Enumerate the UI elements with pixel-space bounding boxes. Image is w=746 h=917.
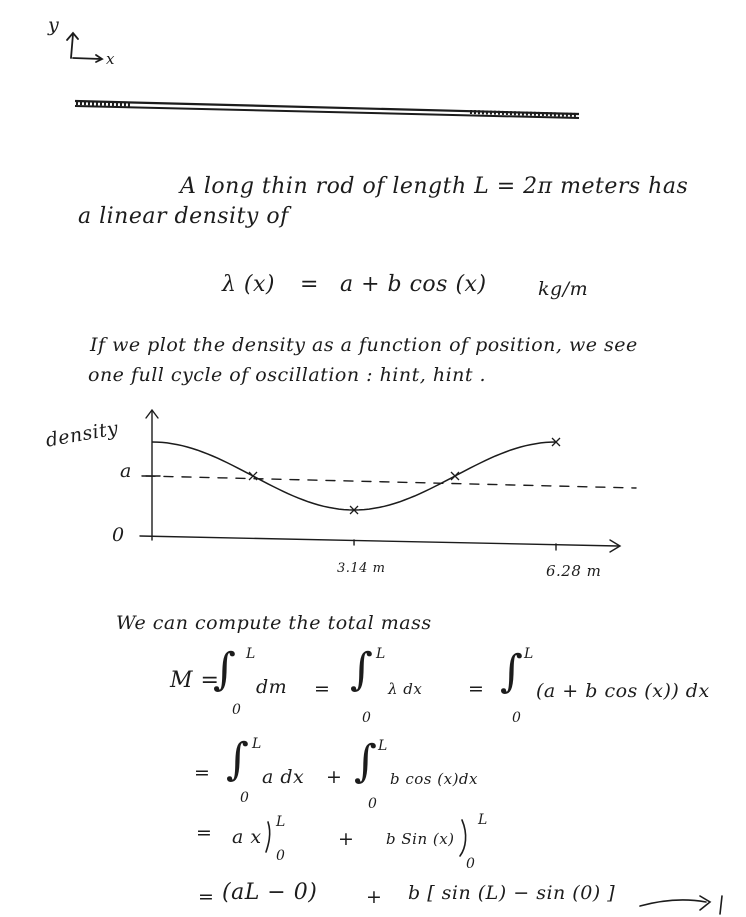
- plot-note-line-1: If we plot the density as a function of position, we see: [90, 334, 638, 356]
- x-axis-label: x: [106, 50, 115, 68]
- page-edge-mark: [720, 896, 722, 914]
- chart-ylabel: density: [44, 417, 121, 452]
- integral-upper-limit: L: [252, 736, 262, 752]
- plot-note-line-2: one full cycle of oscillation : hint, hint .: [88, 364, 487, 386]
- integral-sign: ∫: [226, 734, 250, 785]
- x-tick-label-pi: 3.14 m: [337, 561, 386, 576]
- integrand-dm: dm: [256, 676, 288, 698]
- y-tick-label-a: a: [120, 460, 132, 482]
- equals-sign: =: [194, 762, 211, 784]
- continuation-arrow: [640, 900, 706, 906]
- integral-upper-limit: L: [378, 738, 388, 754]
- integral-sign: ∫: [500, 646, 524, 697]
- integrand-density-expression: (a + b cos (x)) dx: [536, 680, 710, 702]
- density-function: λ (x): [222, 272, 276, 297]
- term-b-sin-difference: b [ sin (L) − sin (0) ]: [408, 882, 616, 904]
- integral-lower-limit: 0: [240, 790, 250, 806]
- equals-sign: =: [196, 822, 213, 844]
- integral-sign: ∫: [354, 736, 378, 787]
- term-a-x: a x: [232, 826, 262, 848]
- evaluation-bar: [460, 820, 466, 856]
- eval-upper-limit: L: [276, 814, 286, 830]
- integral-sign: ∫: [350, 644, 374, 695]
- x-tick-label-two-pi: 6.28 m: [546, 562, 602, 580]
- term-b-sin-x: b Sin (x): [386, 830, 455, 848]
- integral-upper-limit: L: [376, 646, 386, 662]
- integrand-lambda-dx: λ dx: [388, 680, 423, 698]
- density-units: kg/m: [538, 278, 589, 300]
- equals-sign: =: [198, 886, 215, 908]
- integral-upper-limit: L: [246, 646, 256, 662]
- eval-upper-limit: L: [478, 812, 488, 828]
- integral-lower-limit: 0: [512, 710, 522, 726]
- mass-intro: We can compute the total mass: [116, 612, 432, 634]
- arrow-head: [700, 896, 710, 910]
- term-b-cos-x-dx: b cos (x)dx: [390, 770, 478, 788]
- y-tick-label-zero: 0: [112, 524, 125, 546]
- y-axis-label: y: [48, 14, 60, 36]
- mass-lhs: M =: [170, 668, 220, 693]
- term-aL-minus-0: (aL − 0): [222, 880, 318, 905]
- evaluation-bar: [266, 822, 270, 852]
- eval-lower-limit: 0: [466, 856, 476, 872]
- term-a-dx: a dx: [262, 766, 305, 788]
- integral-sign: ∫: [213, 644, 237, 695]
- equals-sign: =: [300, 272, 319, 297]
- intro-line-1: A long thin rod of length L = 2π meters has: [180, 174, 689, 199]
- integral-lower-limit: 0: [368, 796, 378, 812]
- integral-lower-limit: 0: [232, 702, 242, 718]
- eval-lower-limit: 0: [276, 848, 286, 864]
- density-expression: a + b cos (x): [340, 272, 487, 297]
- plus-sign: +: [366, 886, 383, 908]
- plus-sign: +: [326, 766, 343, 788]
- plus-sign: +: [338, 828, 355, 850]
- equals-sign: =: [468, 678, 485, 700]
- integral-upper-limit: L: [524, 646, 534, 662]
- equals-sign: =: [314, 678, 331, 700]
- integral-lower-limit: 0: [362, 710, 372, 726]
- intro-line-2: a linear density of: [78, 204, 289, 229]
